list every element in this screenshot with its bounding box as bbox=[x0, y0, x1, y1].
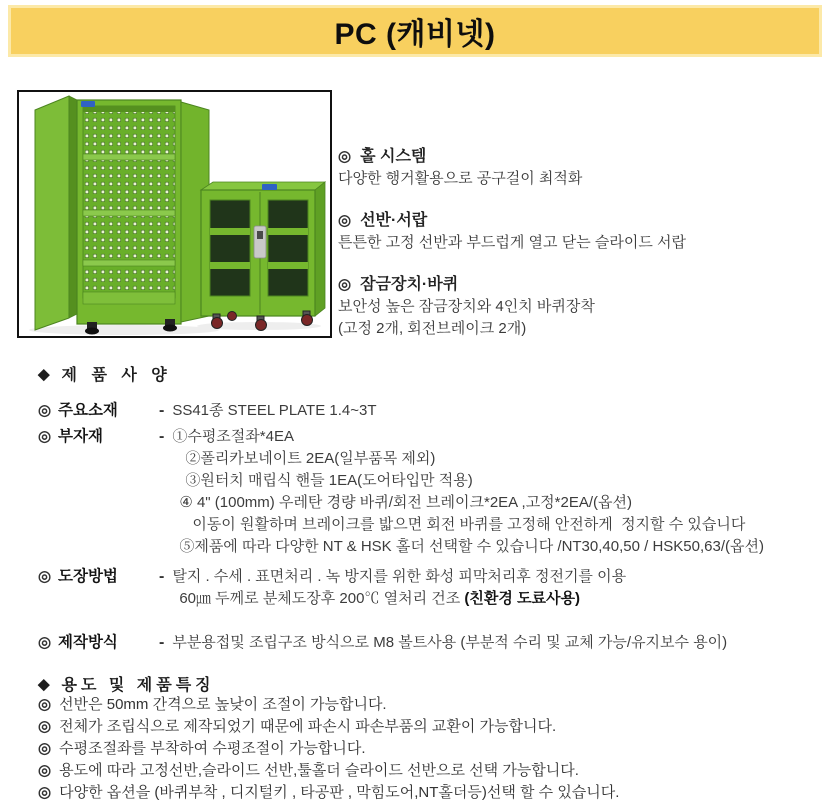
usage-item-text: 수평조절좌를 부착하여 수평조절이 가능합니다. bbox=[59, 740, 366, 757]
double-circle-bullet-icon: ◎ bbox=[38, 634, 52, 651]
cabinet-illustration bbox=[19, 92, 330, 336]
double-circle-bullet-icon: ◎ bbox=[38, 740, 52, 757]
spec-label: 주요소재 bbox=[58, 402, 118, 419]
spec-row-construction bbox=[38, 632, 813, 654]
spec-separator: - bbox=[159, 634, 165, 651]
spec-value-line: SS41종 STEEL PLATE 1.4~3T bbox=[172, 402, 377, 419]
feature-title: 홀 시스템 bbox=[360, 148, 427, 165]
spec-value-line: 이동이 원활하며 브레이크를 밟으면 회전 바퀴를 고정해 안전하게 정지할 수 있습니다 bbox=[192, 516, 746, 533]
feature-shelf-drawer bbox=[338, 210, 818, 254]
double-circle-bullet-icon: ◎ bbox=[338, 148, 352, 165]
double-circle-bullet-icon: ◎ bbox=[38, 696, 52, 713]
usage-item bbox=[38, 760, 813, 782]
page-title: PC (캐비넷) bbox=[334, 18, 496, 51]
spec-value-line: ②폴리카보네이트 2EA(일부품목 제외) bbox=[185, 450, 436, 467]
feature-description: 보안성 높은 잠금장치와 4인치 바퀴장착 bbox=[338, 298, 595, 315]
diamond-bullet-icon: ◆ bbox=[38, 675, 50, 693]
product-photo bbox=[17, 90, 332, 338]
double-circle-bullet-icon: ◎ bbox=[38, 428, 52, 445]
spec-separator: - bbox=[159, 402, 165, 419]
page-title-banner bbox=[8, 5, 822, 57]
spec-value-line: ⑤제품에 따라 다양한 NT & HSK 홀더 선택할 수 있습니다 /NT30,40,50 / HSK50,63/(옵션) bbox=[179, 538, 764, 555]
spec-table bbox=[38, 400, 813, 654]
double-circle-bullet-icon: ◎ bbox=[38, 762, 52, 779]
spec-value-line: ③원터치 매립식 핸들 1EA(도어타입만 적용) bbox=[185, 472, 473, 489]
spec-separator: - bbox=[159, 568, 165, 585]
feature-description: (고정 2개, 회전브레이크 2개) bbox=[338, 320, 527, 337]
spec-section-heading bbox=[38, 362, 172, 385]
usage-item bbox=[38, 716, 813, 738]
feature-lock-wheel bbox=[338, 274, 818, 340]
spec-value-line: 부분용접및 조립구조 방식으로 M8 볼트사용 (부분적 수리 및 교체 가능/유지보수 용이) bbox=[172, 634, 728, 651]
double-circle-bullet-icon: ◎ bbox=[338, 212, 352, 229]
diamond-bullet-icon: ◆ bbox=[38, 365, 50, 383]
feature-title: 잠금장치·바퀴 bbox=[360, 276, 459, 293]
spec-value-line: 탈지 . 수세 . 표면처리 . 녹 방지를 위한 화성 피막처리후 정전기를 이용 bbox=[172, 568, 627, 585]
spec-row-submaterial bbox=[38, 426, 813, 558]
usage-item-text: 다양한 옵션을 (바퀴부착 , 디지털키 , 타공판 , 막힘도어,NT홀더등)선택 할 수 있습니다. bbox=[59, 784, 620, 801]
spec-row-painting bbox=[38, 566, 813, 610]
feature-list bbox=[338, 146, 818, 360]
spec-label: 제작방식 bbox=[58, 634, 118, 651]
usage-item bbox=[38, 738, 813, 760]
usage-item bbox=[38, 694, 813, 716]
feature-title: 선반·서랍 bbox=[360, 212, 428, 229]
spec-separator: - bbox=[159, 428, 165, 445]
double-circle-bullet-icon: ◎ bbox=[38, 718, 52, 735]
spec-value-line: 60㎛ 두께로 분체도장후 200℃ 열처리 건조 (친환경 도료사용) bbox=[179, 590, 581, 607]
double-circle-bullet-icon: ◎ bbox=[38, 568, 52, 585]
usage-item-text: 전체가 조립식으로 제작되었기 때문에 파손시 파손부품의 교환이 가능합니다. bbox=[59, 718, 557, 735]
spec-value-line: ①수평조절좌*4EA bbox=[172, 428, 294, 445]
feature-hole-system bbox=[338, 146, 818, 190]
usage-item-text: 용도에 따라 고정선반,슬라이드 선반,툴홀더 슬라이드 선반으로 선택 가능합니다. bbox=[59, 762, 579, 779]
spec-heading-text: 제 품 사 양 bbox=[61, 367, 172, 384]
usage-heading-text: 용도 및 제품특징 bbox=[61, 677, 215, 694]
feature-description: 다양한 행거활용으로 공구걸이 최적화 bbox=[338, 170, 583, 187]
spec-label: 부자재 bbox=[58, 428, 103, 445]
spec-value-line: ④ 4" (100mm) 우레탄 경량 바퀴/회전 브레이크*2EA ,고정*2EA/(옵션) bbox=[179, 494, 632, 511]
spec-row-material bbox=[38, 400, 813, 422]
double-circle-bullet-icon: ◎ bbox=[38, 784, 52, 801]
spec-label: 도장방법 bbox=[58, 568, 118, 585]
usage-item-text: 선반은 50mm 간격으로 높낮이 조절이 가능합니다. bbox=[59, 696, 387, 713]
double-circle-bullet-icon: ◎ bbox=[338, 276, 352, 293]
usage-list bbox=[38, 694, 813, 803]
usage-section-heading bbox=[38, 672, 215, 695]
double-circle-bullet-icon: ◎ bbox=[38, 402, 52, 419]
usage-item bbox=[38, 782, 813, 803]
eco-paint-highlight: (친환경 도료사용) bbox=[464, 590, 581, 607]
feature-description: 튼튼한 고정 선반과 부드럽게 열고 닫는 슬라이드 서랍 bbox=[338, 234, 686, 251]
